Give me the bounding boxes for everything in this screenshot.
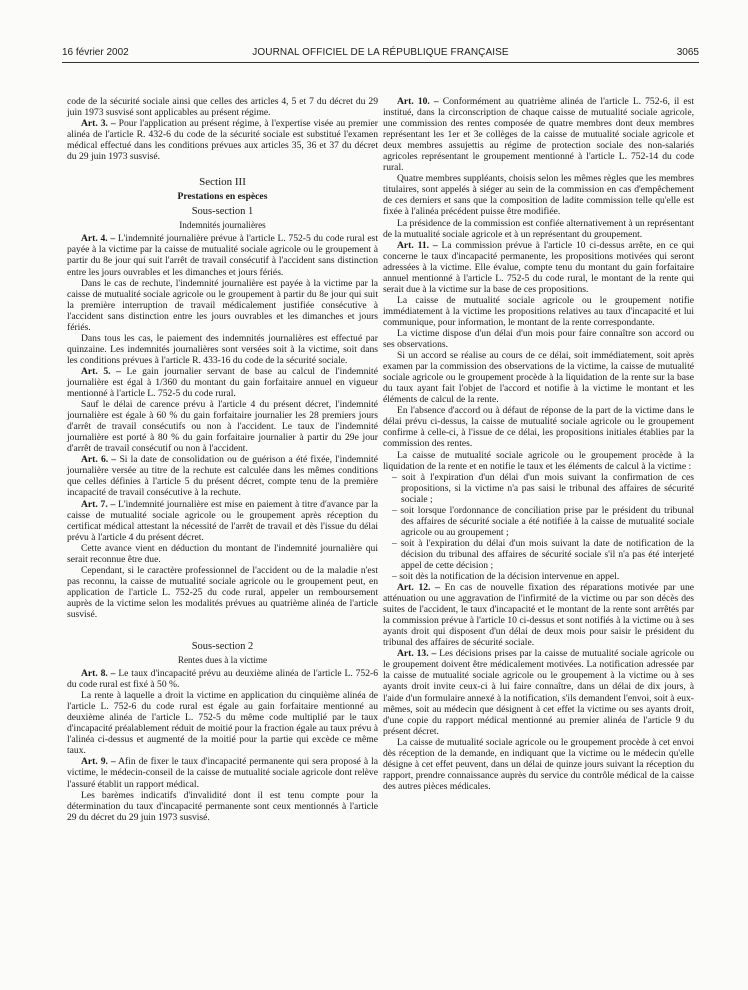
- article-label: Art. 10. –: [397, 96, 439, 107]
- list-item: – soit dès la notification de la décision intervenue en appel.: [392, 571, 620, 583]
- paragraph: La rente à laquelle a droit la victime en application du cinquième alinéa de l'article L. 752-6 du code rural est égale au gain forfaitaire mentionné au deuxième alinéa de l'article L. 752-5 du même code multiplié par le taux d'incapacité préalablement réduit de moitié pour la fraction égale au taux prévu à l'alinéa ci-dessus et augmenté de la moitié pour la partie qui excède ce même taux.: [67, 690, 378, 757]
- paragraph: La présidence de la commission est confiée alternativement à un représentant de la mutualité sociale agricole et à un représentant du groupement.: [383, 217, 694, 240]
- subsection-2-subtitle: Rentes dues à la victime: [177, 655, 268, 666]
- paragraph: Cependant, si le caractère professionnel de l'accident ou de la maladie n'est pas reconnu, la caisse de mutualité sociale agricole ou le groupement peut, en application de l'article L. 752-25 du code rural, appeler un remboursement auprès de la victime selon les modalités prévues au quatrième alinéa de l'article susvisé.: [67, 564, 378, 620]
- article-text: L'indemnité journalière prévue à l'article L. 752-5 du code rural est payée à la victime par la caisse de mutualité sociale agricole ou le groupement à partir du 8e jour qui suit l'arrêt de travail consécutif à l'accident sans distinction entre les jours ouvrables et les dimanches et jours fériés.: [67, 233, 378, 278]
- article-9: [67, 756, 378, 789]
- paragraph: La caisse de mutualité sociale agricole ou le groupement notifie immédiatement à la victime les propositions relatives au taux d'incapacité et lui communique, pour information, le montant de la rente correspondante.: [383, 294, 694, 328]
- article-text: Pour l'application au présent régime, à l'expertise visée au premier alinéa de l'article R. 432-6 du code de la sécurité sociale est substitué l'examen médical effectué dans les conditions prévues aux articles 35, 36 et 37 du décret du 29 juin 1973 susvisé.: [67, 118, 379, 163]
- article-text: Les décisions prises par la caisse de mutualité sociale agricole ou le groupement doivent être médicalement motivées. La notification adressée par la caisse de mutualité sociale agricole ou le groupement à la victime ou à ses ayants droit invite ceux-ci à lui faire connaître, dans un délai de dix jours, à l'aide d'un formulaire annexé à la notification, s'ils demandent l'envoi, soit à eux-mêmes, soit au médecin que désignent à cet effet la victime ou ses ayants droit, d'une copie du rapport médical mentionné au premier alinéa de l'article 9 du présent décret.: [383, 648, 694, 737]
- article-label: Art. 9. –: [81, 756, 116, 768]
- header-rule: [62, 62, 699, 63]
- page-header: [62, 47, 699, 61]
- article-8: [67, 668, 378, 690]
- header-journal-title: JOURNAL OFFICIEL DE LA RÉPUBLIQUE FRANÇAISE: [252, 47, 509, 58]
- article-label: Art. 6. –: [81, 454, 117, 466]
- article-text: L'indemnité journalière est mise en paiement à titre d'avance par la caisse de mutualité sociale agricole ou le groupement après réception du certificat médical attestant la nécessité de l'arrêt de travail et dès l'issue du délai prévu à l'article 4 du présent décret.: [67, 498, 378, 543]
- article-label: Art. 3. –: [81, 118, 116, 130]
- paragraph: Quatre membres suppléants, choisis selon les mêmes règles que les membres titulaires, sont appelés à siéger au sein de la commission en cas d'empêchement de ces derniers et sans que la composition de ladite commission telle qu'elle est fixée à l'alinéa précédent puisse être modifiée.: [383, 173, 694, 218]
- subsection-1-subtitle: Indemnités journalières: [179, 220, 266, 231]
- article-text: Si la date de consolidation ou de guérison a été fixée, l'indemnité journalière versée au titre de la rechute est calculée dans les mêmes conditions que celles définies à l'article 5 du présent décret, compte tenu de la première incapacité de travail consécutive à la rechute.: [67, 454, 378, 499]
- article-4: [67, 233, 378, 277]
- article-label: Art. 13. –: [397, 648, 437, 660]
- article-5: [67, 366, 378, 399]
- paragraph: Dans tous les cas, le paiement des indemnités journalières est effectué par quinzaine. Les indemnités journalières sont versées soit à la victime, soit dans les conditions prévues à l'article R. 433-16 du code de la sécurité sociale.: [67, 332, 378, 366]
- list-item: – soit lorsque l'ordonnance de conciliation prise par le président du tribunal des affaires de sécurité sociale a été notifiée à la caisse de mutualité sociale agricole ou au groupement ;: [392, 504, 694, 538]
- list-item: – soit à l'expiration du délai d'un mois suivant la date de notification de la décision du tribunal des affaires de sécurité sociale s'il n'a pas été interjeté appel de cette décision ;: [392, 537, 694, 571]
- paragraph: En l'absence d'accord ou à défaut de réponse de la part de la victime dans le délai prévu ci-dessus, la caisse de mutualité sociale agricole ou le groupement confirme à celle-ci, à l'issue de ce délai, les propositions initiales établies par la commission des rentes.: [383, 405, 694, 450]
- paragraph: code de la sécurité sociale ainsi que celles des articles 4, 5 et 7 du décret du 29 juin 1973 susvisé sont applicables au présent régime.: [67, 96, 378, 119]
- article-label: Art. 11. –: [397, 239, 438, 251]
- article-text: En cas de nouvelle fixation des réparations motivée par une atténuation ou une aggravation de l'infirmité de la victime ou par son décès des suites de l'accident, le taux d'incapacité et le montant de la rente sont arrêtés par la commission prévue à l'article 10 ci-dessus et sont notifiés à la victime ou à ses ayants droit qui disposent d'un délai de deux mois pour saisir le président du tribunal des affaires de sécurité sociale.: [383, 582, 694, 649]
- article-7: [67, 499, 378, 543]
- article-3: [67, 118, 378, 162]
- article-text: Conformément au quatrième alinéa de l'article L. 752-6, il est institué, dans la circonscription de chaque caisse de mutualité sociale agricole, une commission des rentes composée de quatre membres dont deux membres représentant les 1er et 3e collèges de la caisse de mutualité sociale agricole et deux membres assujettis au régime de protection sociale des non-salariés agricoles représentant le groupement mentionné à l'article L. 752-14 du code rural.: [383, 96, 694, 174]
- left-column: [67, 96, 378, 823]
- list-item: – soit à l'expiration d'un délai d'un mois suivant la confirmation de ces propositions, si la victime n'a pas saisi le tribunal des affaires de sécurité sociale ;: [392, 471, 694, 505]
- paragraph: Dans le cas de rechute, l'indemnité journalière est payée à la victime par la caisse de mutualité sociale agricole ou le groupement à partir du 8e jour qui suit la première interruption de travail médicalement justifiée consécutive à l'accident sans distinction entre les jours ouvrables et les dimanches et jours fériés.: [67, 277, 378, 333]
- article-label: Art. 8. –: [81, 668, 116, 680]
- paragraph: La victime dispose d'un délai d'un mois pour faire connaître son accord ou ses observations.: [383, 327, 694, 351]
- article-label: Art. 12. –: [397, 582, 440, 594]
- subsection-1-title: Sous-section 1: [191, 206, 254, 218]
- article-label: Art. 4. –: [81, 233, 116, 245]
- paragraph: Si un accord se réalise au cours de ce délai, soit immédiatement, soit après examen par la commission des observations de la victime, la caisse de mutualité sociale agricole ou le groupement procède à la liquidation de la rente sur la base du taux ayant fait l'objet de l'accord et notifie à la victime le montant et les éléments de calcul de la rente.: [383, 350, 694, 406]
- article-12: [383, 582, 694, 648]
- article-label: Art. 7. –: [81, 498, 116, 510]
- header-page-number: 3065: [676, 47, 699, 58]
- right-column: [383, 96, 694, 792]
- subsection-2-title: Sous-section 2: [191, 641, 254, 653]
- paragraph: La caisse de mutualité sociale agricole ou le groupement procède à cet envoi dès réception de la demande, en indiquant que la victime ou le médecin qu'elle désigne à cet effet peuvent, dans un délai de quinze jours suivant la réception du rapport, prendre connaissance auprès du service du contrôle médical de la caisse des autres pièces médicales.: [383, 736, 694, 792]
- paragraph: Les barèmes indicatifs d'invalidité dont il est tenu compte pour la détermination du taux d'incapacité permanente sont ceux mentionnés à l'article 29 du décret du 29 juin 1973 susvisé.: [67, 789, 378, 823]
- article-text: Le taux d'incapacité prévu au deuxième alinéa de l'article L. 752-6 du code rural est fixé à 50 %.: [67, 668, 378, 691]
- article-11: [383, 240, 694, 295]
- section-subtitle: Prestations en espèces: [177, 191, 268, 203]
- article-13: [383, 648, 694, 736]
- article-text: Le gain journalier servant de base au calcul de l'indemnité journalière est égal à 1/360 du montant du gain forfaitaire annuel en vigueur mentionné à l'article L. 752-5 du code rural.: [67, 365, 378, 400]
- header-date: 16 février 2002: [62, 47, 129, 58]
- paragraph: La caisse de mutualité sociale agricole ou le groupement procède à la liquidation de la rente et en notifie le taux et les éléments de calcul à la victime :: [383, 449, 694, 472]
- article-label: Art. 5. –: [81, 365, 121, 377]
- paragraph: Sauf le délai de carence prévu à l'article 4 du présent décret, l'indemnité journalière est égale à 60 % du gain forfaitaire journalier les 28 premiers jours d'arrêt de travail consécutifs ou non à l'accident. Le taux de l'indemnité journalière est porté à 80 % du gain forfaitaire journalier à partir du 29e jour d'arrêt de travail consécutif ou non à l'accident.: [67, 399, 378, 455]
- article-10: [383, 96, 694, 173]
- article-text: La commission prévue à l'article 10 ci-dessus arrête, en ce qui concerne le taux d'incapacité permanente, les propositions motivées qui seront adressées à la victime. Elle évalue, compte tenu du montant du gain forfaitaire annuel mentionné à l'article L. 752-5 du code rural, le montant de la rente qui serait due à la victime sur la base de ces propositions.: [383, 239, 694, 295]
- conditions-list: [383, 472, 694, 582]
- section-title: Section III: [199, 176, 246, 189]
- paragraph: Cette avance vient en déduction du montant de l'indemnité journalière qui serait reconnue être due.: [67, 542, 378, 565]
- article-text: Afin de fixer le taux d'incapacité permanente qui sera proposé à la victime, le médecin-conseil de la caisse de mutualité sociale agricole dont relève l'assuré établit un rapport médical.: [67, 756, 378, 790]
- article-6: [67, 454, 378, 498]
